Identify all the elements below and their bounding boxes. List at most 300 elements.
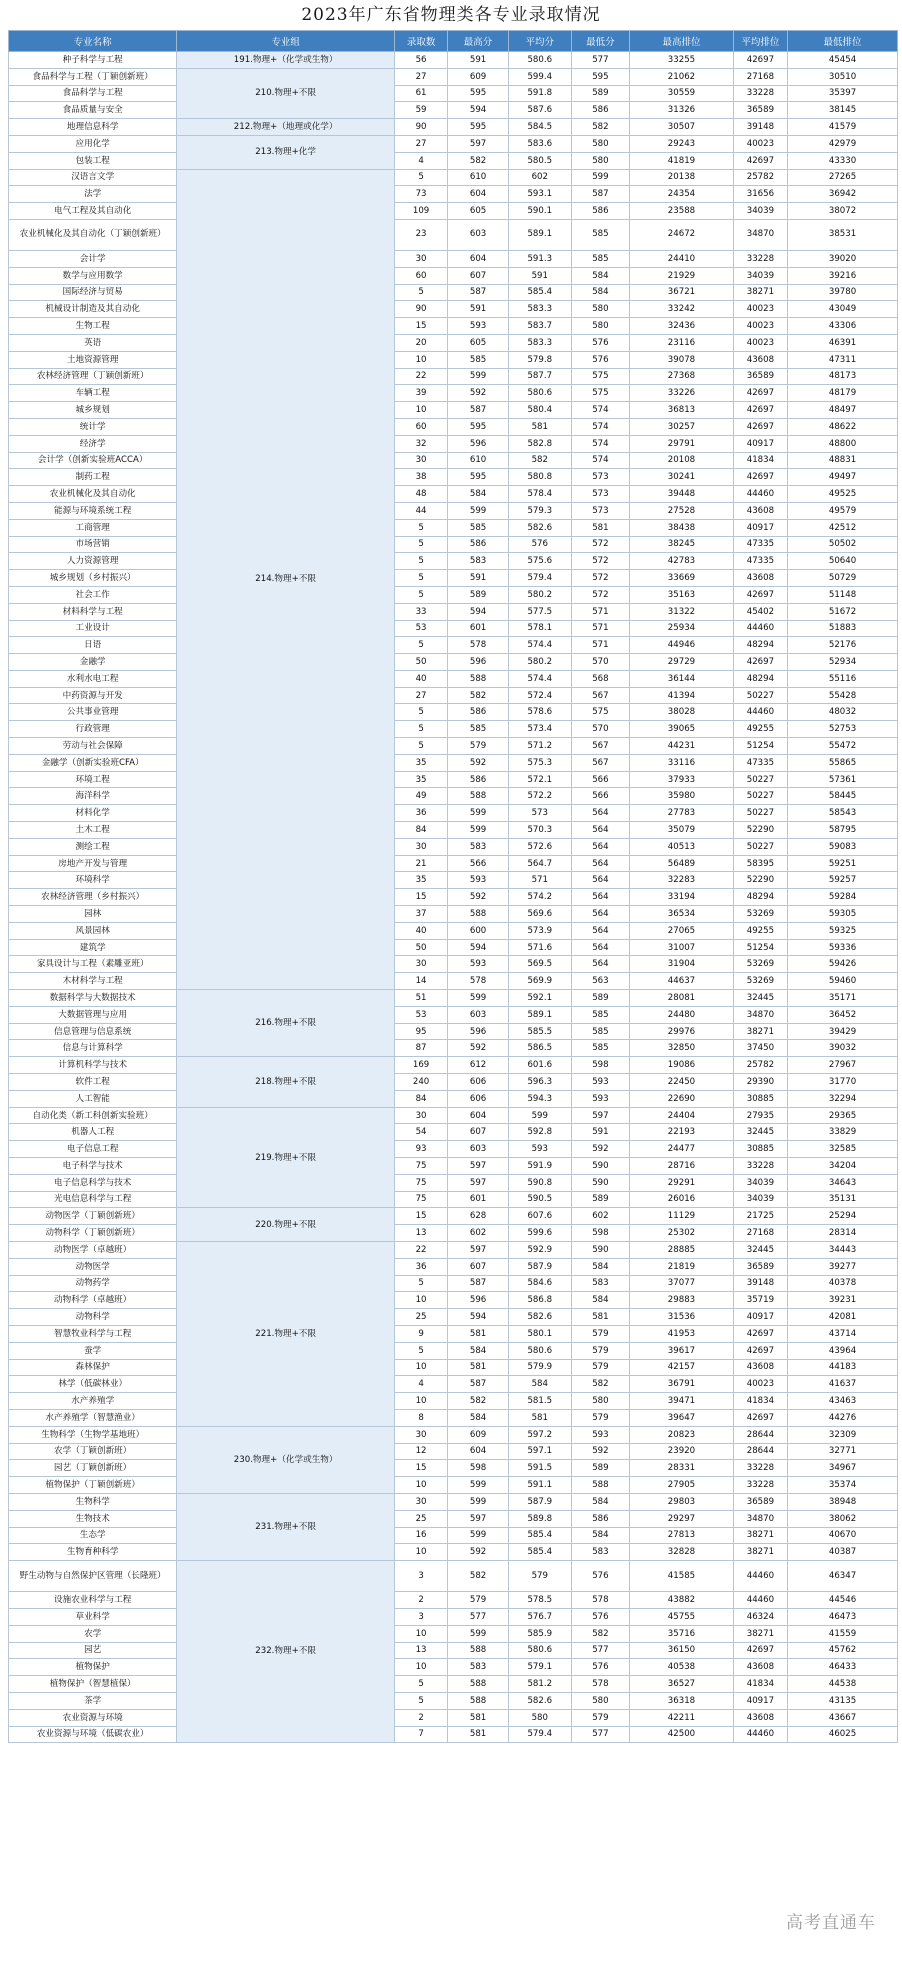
avg-score-cell: 579.3 bbox=[508, 502, 571, 519]
avg-rank-cell: 27168 bbox=[733, 68, 787, 85]
table-row bbox=[9, 990, 898, 1007]
admitted-count-cell: 3 bbox=[394, 1561, 447, 1592]
avg-score-cell: 580.2 bbox=[508, 586, 571, 603]
avg-score-cell: 596.3 bbox=[508, 1074, 571, 1091]
min-score-cell: 576 bbox=[571, 351, 630, 368]
max-rank-cell: 24477 bbox=[630, 1141, 734, 1158]
max-score-cell: 592 bbox=[448, 754, 509, 771]
table-row bbox=[9, 872, 898, 889]
min-rank-cell: 59426 bbox=[788, 956, 898, 973]
max-score-cell: 609 bbox=[448, 68, 509, 85]
max-rank-cell: 40513 bbox=[630, 838, 734, 855]
min-score-cell: 586 bbox=[571, 1510, 630, 1527]
min-rank-cell: 49525 bbox=[788, 486, 898, 503]
avg-score-cell: 573.4 bbox=[508, 721, 571, 738]
avg-rank-cell: 44460 bbox=[733, 1592, 787, 1609]
admitted-count-cell: 169 bbox=[394, 1057, 447, 1074]
admitted-count-cell: 36 bbox=[394, 805, 447, 822]
min-rank-cell: 42081 bbox=[788, 1309, 898, 1326]
avg-score-cell: 591.1 bbox=[508, 1477, 571, 1494]
max-score-cell: 588 bbox=[448, 1676, 509, 1693]
max-rank-cell: 29297 bbox=[630, 1510, 734, 1527]
avg-score-cell: 586.5 bbox=[508, 1040, 571, 1057]
admitted-count-cell: 25 bbox=[394, 1510, 447, 1527]
major-name-cell: 测绘工程 bbox=[9, 838, 177, 855]
admitted-count-cell: 93 bbox=[394, 1141, 447, 1158]
min-rank-cell: 38062 bbox=[788, 1510, 898, 1527]
min-score-cell: 576 bbox=[571, 1608, 630, 1625]
avg-rank-cell: 53269 bbox=[733, 906, 787, 923]
max-score-cell: 588 bbox=[448, 1642, 509, 1659]
table-row bbox=[9, 1426, 898, 1443]
avg-score-cell: 589.1 bbox=[508, 1006, 571, 1023]
min-score-cell: 580 bbox=[571, 1393, 630, 1410]
major-name-cell: 生态学 bbox=[9, 1527, 177, 1544]
avg-score-cell: 587.9 bbox=[508, 1258, 571, 1275]
min-rank-cell: 38948 bbox=[788, 1493, 898, 1510]
max-score-cell: 601 bbox=[448, 620, 509, 637]
major-name-cell: 统计学 bbox=[9, 418, 177, 435]
avg-score-cell: 569.9 bbox=[508, 973, 571, 990]
major-name-cell: 城乡规划（乡村振兴） bbox=[9, 570, 177, 587]
min-rank-cell: 40378 bbox=[788, 1275, 898, 1292]
major-name-cell: 农业资源与环境（低碳农业） bbox=[9, 1726, 177, 1743]
table-row bbox=[9, 135, 898, 152]
avg-rank-cell: 36589 bbox=[733, 1493, 787, 1510]
avg-score-cell: 592.1 bbox=[508, 990, 571, 1007]
avg-rank-cell: 34870 bbox=[733, 1006, 787, 1023]
table-row bbox=[9, 906, 898, 923]
min-rank-cell: 48497 bbox=[788, 402, 898, 419]
min-rank-cell: 49497 bbox=[788, 469, 898, 486]
min-score-cell: 584 bbox=[571, 267, 630, 284]
max-score-cell: 584 bbox=[448, 486, 509, 503]
min-score-cell: 587 bbox=[571, 186, 630, 203]
min-rank-cell: 48179 bbox=[788, 385, 898, 402]
avg-rank-cell: 47335 bbox=[733, 754, 787, 771]
max-rank-cell: 40538 bbox=[630, 1659, 734, 1676]
major-name-cell: 茶学 bbox=[9, 1692, 177, 1709]
max-rank-cell: 21062 bbox=[630, 68, 734, 85]
major-group-cell: 231.物理+不限 bbox=[177, 1493, 395, 1560]
max-rank-cell: 27905 bbox=[630, 1477, 734, 1494]
max-score-cell: 581 bbox=[448, 1359, 509, 1376]
col-header-group: 专业组 bbox=[177, 31, 395, 52]
avg-rank-cell: 42697 bbox=[733, 469, 787, 486]
max-rank-cell: 23920 bbox=[630, 1443, 734, 1460]
max-rank-cell: 19086 bbox=[630, 1057, 734, 1074]
max-rank-cell: 38438 bbox=[630, 519, 734, 536]
min-score-cell: 576 bbox=[571, 1659, 630, 1676]
max-score-cell: 583 bbox=[448, 1659, 509, 1676]
min-score-cell: 595 bbox=[571, 68, 630, 85]
admitted-count-cell: 30 bbox=[394, 956, 447, 973]
table-row bbox=[9, 1158, 898, 1175]
table-row bbox=[9, 1460, 898, 1477]
major-name-cell: 农学（丁颖创新班） bbox=[9, 1443, 177, 1460]
min-rank-cell: 48173 bbox=[788, 368, 898, 385]
max-rank-cell: 29803 bbox=[630, 1493, 734, 1510]
max-score-cell: 599 bbox=[448, 502, 509, 519]
max-rank-cell: 27065 bbox=[630, 922, 734, 939]
major-name-cell: 数学与应用数学 bbox=[9, 267, 177, 284]
major-name-cell: 农业资源与环境 bbox=[9, 1709, 177, 1726]
min-score-cell: 577 bbox=[571, 52, 630, 69]
max-rank-cell: 38245 bbox=[630, 536, 734, 553]
avg-rank-cell: 40917 bbox=[733, 1309, 787, 1326]
avg-rank-cell: 38271 bbox=[733, 1527, 787, 1544]
major-name-cell: 蚕学 bbox=[9, 1342, 177, 1359]
max-rank-cell: 42500 bbox=[630, 1726, 734, 1743]
table-row bbox=[9, 889, 898, 906]
admitted-count-cell: 4 bbox=[394, 1376, 447, 1393]
major-name-cell: 日语 bbox=[9, 637, 177, 654]
admitted-count-cell: 40 bbox=[394, 922, 447, 939]
max-rank-cell: 22450 bbox=[630, 1074, 734, 1091]
admitted-count-cell: 15 bbox=[394, 1208, 447, 1225]
max-rank-cell: 44637 bbox=[630, 973, 734, 990]
avg-score-cell: 579.4 bbox=[508, 1726, 571, 1743]
max-score-cell: 606 bbox=[448, 1090, 509, 1107]
max-score-cell: 581 bbox=[448, 1325, 509, 1342]
table-row bbox=[9, 570, 898, 587]
table-row bbox=[9, 152, 898, 169]
max-rank-cell: 35163 bbox=[630, 586, 734, 603]
major-group-cell: 220.物理+不限 bbox=[177, 1208, 395, 1242]
max-rank-cell: 38028 bbox=[630, 704, 734, 721]
avg-score-cell: 607.6 bbox=[508, 1208, 571, 1225]
min-rank-cell: 34204 bbox=[788, 1158, 898, 1175]
major-name-cell: 植物保护 bbox=[9, 1659, 177, 1676]
max-score-cell: 595 bbox=[448, 119, 509, 136]
major-name-cell: 人力资源管理 bbox=[9, 553, 177, 570]
max-score-cell: 605 bbox=[448, 334, 509, 351]
table-row bbox=[9, 435, 898, 452]
col-header-min-score: 最低分 bbox=[571, 31, 630, 52]
table-row bbox=[9, 385, 898, 402]
major-name-cell: 农学 bbox=[9, 1625, 177, 1642]
major-name-cell: 金融学（创新实验班CFA） bbox=[9, 754, 177, 771]
max-rank-cell: 35079 bbox=[630, 822, 734, 839]
major-name-cell: 数据科学与大数据技术 bbox=[9, 990, 177, 1007]
max-rank-cell: 30257 bbox=[630, 418, 734, 435]
admitted-count-cell: 109 bbox=[394, 203, 447, 220]
max-score-cell: 586 bbox=[448, 771, 509, 788]
admitted-count-cell: 40 bbox=[394, 670, 447, 687]
major-name-cell: 光电信息科学与工程 bbox=[9, 1191, 177, 1208]
avg-rank-cell: 34039 bbox=[733, 203, 787, 220]
max-rank-cell: 39617 bbox=[630, 1342, 734, 1359]
max-score-cell: 594 bbox=[448, 939, 509, 956]
avg-score-cell: 587.6 bbox=[508, 102, 571, 119]
min-rank-cell: 46347 bbox=[788, 1561, 898, 1592]
admitted-count-cell: 30 bbox=[394, 1107, 447, 1124]
min-rank-cell: 27265 bbox=[788, 169, 898, 186]
avg-rank-cell: 42697 bbox=[733, 1642, 787, 1659]
min-rank-cell: 28314 bbox=[788, 1225, 898, 1242]
min-rank-cell: 40670 bbox=[788, 1527, 898, 1544]
max-score-cell: 583 bbox=[448, 838, 509, 855]
min-rank-cell: 42512 bbox=[788, 519, 898, 536]
max-score-cell: 596 bbox=[448, 435, 509, 452]
avg-rank-cell: 40023 bbox=[733, 334, 787, 351]
admitted-count-cell: 10 bbox=[394, 1659, 447, 1676]
table-row bbox=[9, 805, 898, 822]
min-score-cell: 580 bbox=[571, 1692, 630, 1709]
min-score-cell: 564 bbox=[571, 838, 630, 855]
max-rank-cell: 20108 bbox=[630, 452, 734, 469]
max-score-cell: 593 bbox=[448, 872, 509, 889]
min-rank-cell: 42979 bbox=[788, 135, 898, 152]
admitted-count-cell: 10 bbox=[394, 351, 447, 368]
admitted-count-cell: 5 bbox=[394, 1275, 447, 1292]
table-row bbox=[9, 469, 898, 486]
avg-score-cell: 581 bbox=[508, 1409, 571, 1426]
max-rank-cell: 36813 bbox=[630, 402, 734, 419]
admitted-count-cell: 4 bbox=[394, 152, 447, 169]
major-name-cell: 水利水电工程 bbox=[9, 670, 177, 687]
table-row bbox=[9, 704, 898, 721]
min-rank-cell: 48831 bbox=[788, 452, 898, 469]
avg-rank-cell: 29390 bbox=[733, 1074, 787, 1091]
max-score-cell: 583 bbox=[448, 553, 509, 570]
admitted-count-cell: 84 bbox=[394, 1090, 447, 1107]
table-row bbox=[9, 250, 898, 267]
min-rank-cell: 59257 bbox=[788, 872, 898, 889]
min-rank-cell: 31770 bbox=[788, 1074, 898, 1091]
major-name-cell: 自动化类（新工科创新实验班） bbox=[9, 1107, 177, 1124]
admitted-count-cell: 32 bbox=[394, 435, 447, 452]
max-score-cell: 587 bbox=[448, 284, 509, 301]
admitted-count-cell: 10 bbox=[394, 1477, 447, 1494]
admitted-count-cell: 95 bbox=[394, 1023, 447, 1040]
avg-score-cell: 594.3 bbox=[508, 1090, 571, 1107]
admitted-count-cell: 75 bbox=[394, 1191, 447, 1208]
admitted-count-cell: 8 bbox=[394, 1409, 447, 1426]
avg-rank-cell: 33228 bbox=[733, 1460, 787, 1477]
max-rank-cell: 29291 bbox=[630, 1174, 734, 1191]
avg-rank-cell: 28644 bbox=[733, 1426, 787, 1443]
major-name-cell: 电子信息科学与技术 bbox=[9, 1174, 177, 1191]
avg-rank-cell: 21725 bbox=[733, 1208, 787, 1225]
major-name-cell: 国际经济与贸易 bbox=[9, 284, 177, 301]
avg-score-cell: 582.6 bbox=[508, 1309, 571, 1326]
max-score-cell: 610 bbox=[448, 169, 509, 186]
avg-score-cell: 580.4 bbox=[508, 402, 571, 419]
avg-score-cell: 586.8 bbox=[508, 1292, 571, 1309]
major-name-cell: 园艺（丁颖创新班） bbox=[9, 1460, 177, 1477]
table-row bbox=[9, 738, 898, 755]
major-name-cell: 机械设计制造及其自动化 bbox=[9, 301, 177, 318]
major-name-cell: 植物保护（智慧植保） bbox=[9, 1676, 177, 1693]
max-score-cell: 589 bbox=[448, 586, 509, 603]
major-name-cell: 动物医学（丁颖创新班） bbox=[9, 1208, 177, 1225]
major-name-cell: 法学 bbox=[9, 186, 177, 203]
min-score-cell: 573 bbox=[571, 502, 630, 519]
max-rank-cell: 29729 bbox=[630, 654, 734, 671]
min-score-cell: 575 bbox=[571, 385, 630, 402]
table-row bbox=[9, 169, 898, 186]
min-rank-cell: 48032 bbox=[788, 704, 898, 721]
min-rank-cell: 57361 bbox=[788, 771, 898, 788]
major-name-cell: 动物科学 bbox=[9, 1309, 177, 1326]
table-row bbox=[9, 502, 898, 519]
major-name-cell: 车辆工程 bbox=[9, 385, 177, 402]
avg-score-cell: 599.6 bbox=[508, 1225, 571, 1242]
min-score-cell: 580 bbox=[571, 318, 630, 335]
avg-rank-cell: 43608 bbox=[733, 1659, 787, 1676]
admitted-count-cell: 48 bbox=[394, 486, 447, 503]
min-score-cell: 585 bbox=[571, 1023, 630, 1040]
major-name-cell: 电子科学与技术 bbox=[9, 1158, 177, 1175]
avg-score-cell: 581.2 bbox=[508, 1676, 571, 1693]
avg-score-cell: 578.4 bbox=[508, 486, 571, 503]
table-row bbox=[9, 1023, 898, 1040]
avg-score-cell: 576 bbox=[508, 536, 571, 553]
avg-rank-cell: 53269 bbox=[733, 973, 787, 990]
table-row bbox=[9, 788, 898, 805]
avg-rank-cell: 38271 bbox=[733, 1625, 787, 1642]
avg-rank-cell: 27935 bbox=[733, 1107, 787, 1124]
avg-rank-cell: 45402 bbox=[733, 603, 787, 620]
admitted-count-cell: 5 bbox=[394, 570, 447, 587]
max-rank-cell: 21819 bbox=[630, 1258, 734, 1275]
avg-rank-cell: 50227 bbox=[733, 805, 787, 822]
table-row bbox=[9, 1040, 898, 1057]
avg-rank-cell: 41834 bbox=[733, 452, 787, 469]
table-row bbox=[9, 838, 898, 855]
min-score-cell: 576 bbox=[571, 334, 630, 351]
table-row bbox=[9, 186, 898, 203]
avg-rank-cell: 46324 bbox=[733, 1608, 787, 1625]
avg-rank-cell: 44460 bbox=[733, 486, 787, 503]
max-score-cell: 603 bbox=[448, 1006, 509, 1023]
table-row bbox=[9, 603, 898, 620]
avg-score-cell: 579.9 bbox=[508, 1359, 571, 1376]
min-rank-cell: 32771 bbox=[788, 1443, 898, 1460]
min-rank-cell: 44183 bbox=[788, 1359, 898, 1376]
avg-score-cell: 585.4 bbox=[508, 1544, 571, 1561]
min-score-cell: 588 bbox=[571, 1477, 630, 1494]
avg-score-cell: 589.8 bbox=[508, 1510, 571, 1527]
min-rank-cell: 33829 bbox=[788, 1124, 898, 1141]
max-rank-cell: 24410 bbox=[630, 250, 734, 267]
table-row bbox=[9, 1174, 898, 1191]
table-row bbox=[9, 973, 898, 990]
min-rank-cell: 41579 bbox=[788, 119, 898, 136]
avg-rank-cell: 53269 bbox=[733, 956, 787, 973]
admitted-count-cell: 20 bbox=[394, 334, 447, 351]
max-rank-cell: 36721 bbox=[630, 284, 734, 301]
min-rank-cell: 46025 bbox=[788, 1726, 898, 1743]
avg-rank-cell: 42697 bbox=[733, 52, 787, 69]
max-rank-cell: 31322 bbox=[630, 603, 734, 620]
avg-score-cell: 574.4 bbox=[508, 637, 571, 654]
table-row bbox=[9, 284, 898, 301]
min-score-cell: 589 bbox=[571, 1460, 630, 1477]
table-row bbox=[9, 822, 898, 839]
col-header-min-rank: 最低排位 bbox=[788, 31, 898, 52]
table-row bbox=[9, 586, 898, 603]
admitted-count-cell: 5 bbox=[394, 519, 447, 536]
avg-rank-cell: 37450 bbox=[733, 1040, 787, 1057]
avg-rank-cell: 40917 bbox=[733, 435, 787, 452]
avg-score-cell: 580.6 bbox=[508, 1342, 571, 1359]
avg-rank-cell: 42697 bbox=[733, 402, 787, 419]
avg-score-cell: 575.6 bbox=[508, 553, 571, 570]
avg-rank-cell: 40917 bbox=[733, 1692, 787, 1709]
major-name-cell: 房地产开发与管理 bbox=[9, 855, 177, 872]
table-row bbox=[9, 1359, 898, 1376]
max-score-cell: 600 bbox=[448, 922, 509, 939]
major-name-cell: 农业机械化及其自动化 bbox=[9, 486, 177, 503]
major-name-cell: 公共事业管理 bbox=[9, 704, 177, 721]
min-score-cell: 564 bbox=[571, 822, 630, 839]
max-score-cell: 582 bbox=[448, 1393, 509, 1410]
avg-score-cell: 572.6 bbox=[508, 838, 571, 855]
avg-score-cell: 580 bbox=[508, 1709, 571, 1726]
max-rank-cell: 28885 bbox=[630, 1241, 734, 1258]
avg-rank-cell: 42697 bbox=[733, 1325, 787, 1342]
max-rank-cell: 36318 bbox=[630, 1692, 734, 1709]
major-name-cell: 农业机械化及其自动化（丁颖创新班） bbox=[9, 219, 177, 250]
admitted-count-cell: 90 bbox=[394, 301, 447, 318]
avg-rank-cell: 34039 bbox=[733, 1191, 787, 1208]
major-name-cell: 包装工程 bbox=[9, 152, 177, 169]
admitted-count-cell: 12 bbox=[394, 1443, 447, 1460]
admitted-count-cell: 27 bbox=[394, 687, 447, 704]
min-score-cell: 564 bbox=[571, 906, 630, 923]
max-rank-cell: 39471 bbox=[630, 1393, 734, 1410]
major-name-cell: 电子信息工程 bbox=[9, 1141, 177, 1158]
min-rank-cell: 34967 bbox=[788, 1460, 898, 1477]
admitted-count-cell: 22 bbox=[394, 1241, 447, 1258]
min-score-cell: 567 bbox=[571, 687, 630, 704]
col-header-max-rank: 最高排位 bbox=[630, 31, 734, 52]
min-score-cell: 585 bbox=[571, 219, 630, 250]
avg-rank-cell: 34039 bbox=[733, 1174, 787, 1191]
max-rank-cell: 11129 bbox=[630, 1208, 734, 1225]
avg-score-cell: 587.9 bbox=[508, 1493, 571, 1510]
major-name-cell: 森林保护 bbox=[9, 1359, 177, 1376]
avg-score-cell: 582.8 bbox=[508, 435, 571, 452]
min-rank-cell: 59284 bbox=[788, 889, 898, 906]
major-name-cell: 环境科学 bbox=[9, 872, 177, 889]
avg-rank-cell: 49255 bbox=[733, 922, 787, 939]
min-rank-cell: 43049 bbox=[788, 301, 898, 318]
max-rank-cell: 32436 bbox=[630, 318, 734, 335]
avg-score-cell: 591.9 bbox=[508, 1158, 571, 1175]
avg-score-cell: 584.5 bbox=[508, 119, 571, 136]
table-row bbox=[9, 1225, 898, 1242]
avg-rank-cell: 42697 bbox=[733, 1342, 787, 1359]
min-score-cell: 599 bbox=[571, 169, 630, 186]
min-rank-cell: 43306 bbox=[788, 318, 898, 335]
max-rank-cell: 29976 bbox=[630, 1023, 734, 1040]
major-group-cell: 230.物理+（化学或生物） bbox=[177, 1426, 395, 1493]
min-score-cell: 564 bbox=[571, 922, 630, 939]
major-name-cell: 机器人工程 bbox=[9, 1124, 177, 1141]
table-row bbox=[9, 536, 898, 553]
table-row bbox=[9, 1141, 898, 1158]
admitted-count-cell: 5 bbox=[394, 721, 447, 738]
min-rank-cell: 50729 bbox=[788, 570, 898, 587]
max-rank-cell: 45755 bbox=[630, 1608, 734, 1625]
table-row bbox=[9, 1544, 898, 1561]
table-row bbox=[9, 203, 898, 220]
avg-rank-cell: 40023 bbox=[733, 135, 787, 152]
max-score-cell: 592 bbox=[448, 889, 509, 906]
